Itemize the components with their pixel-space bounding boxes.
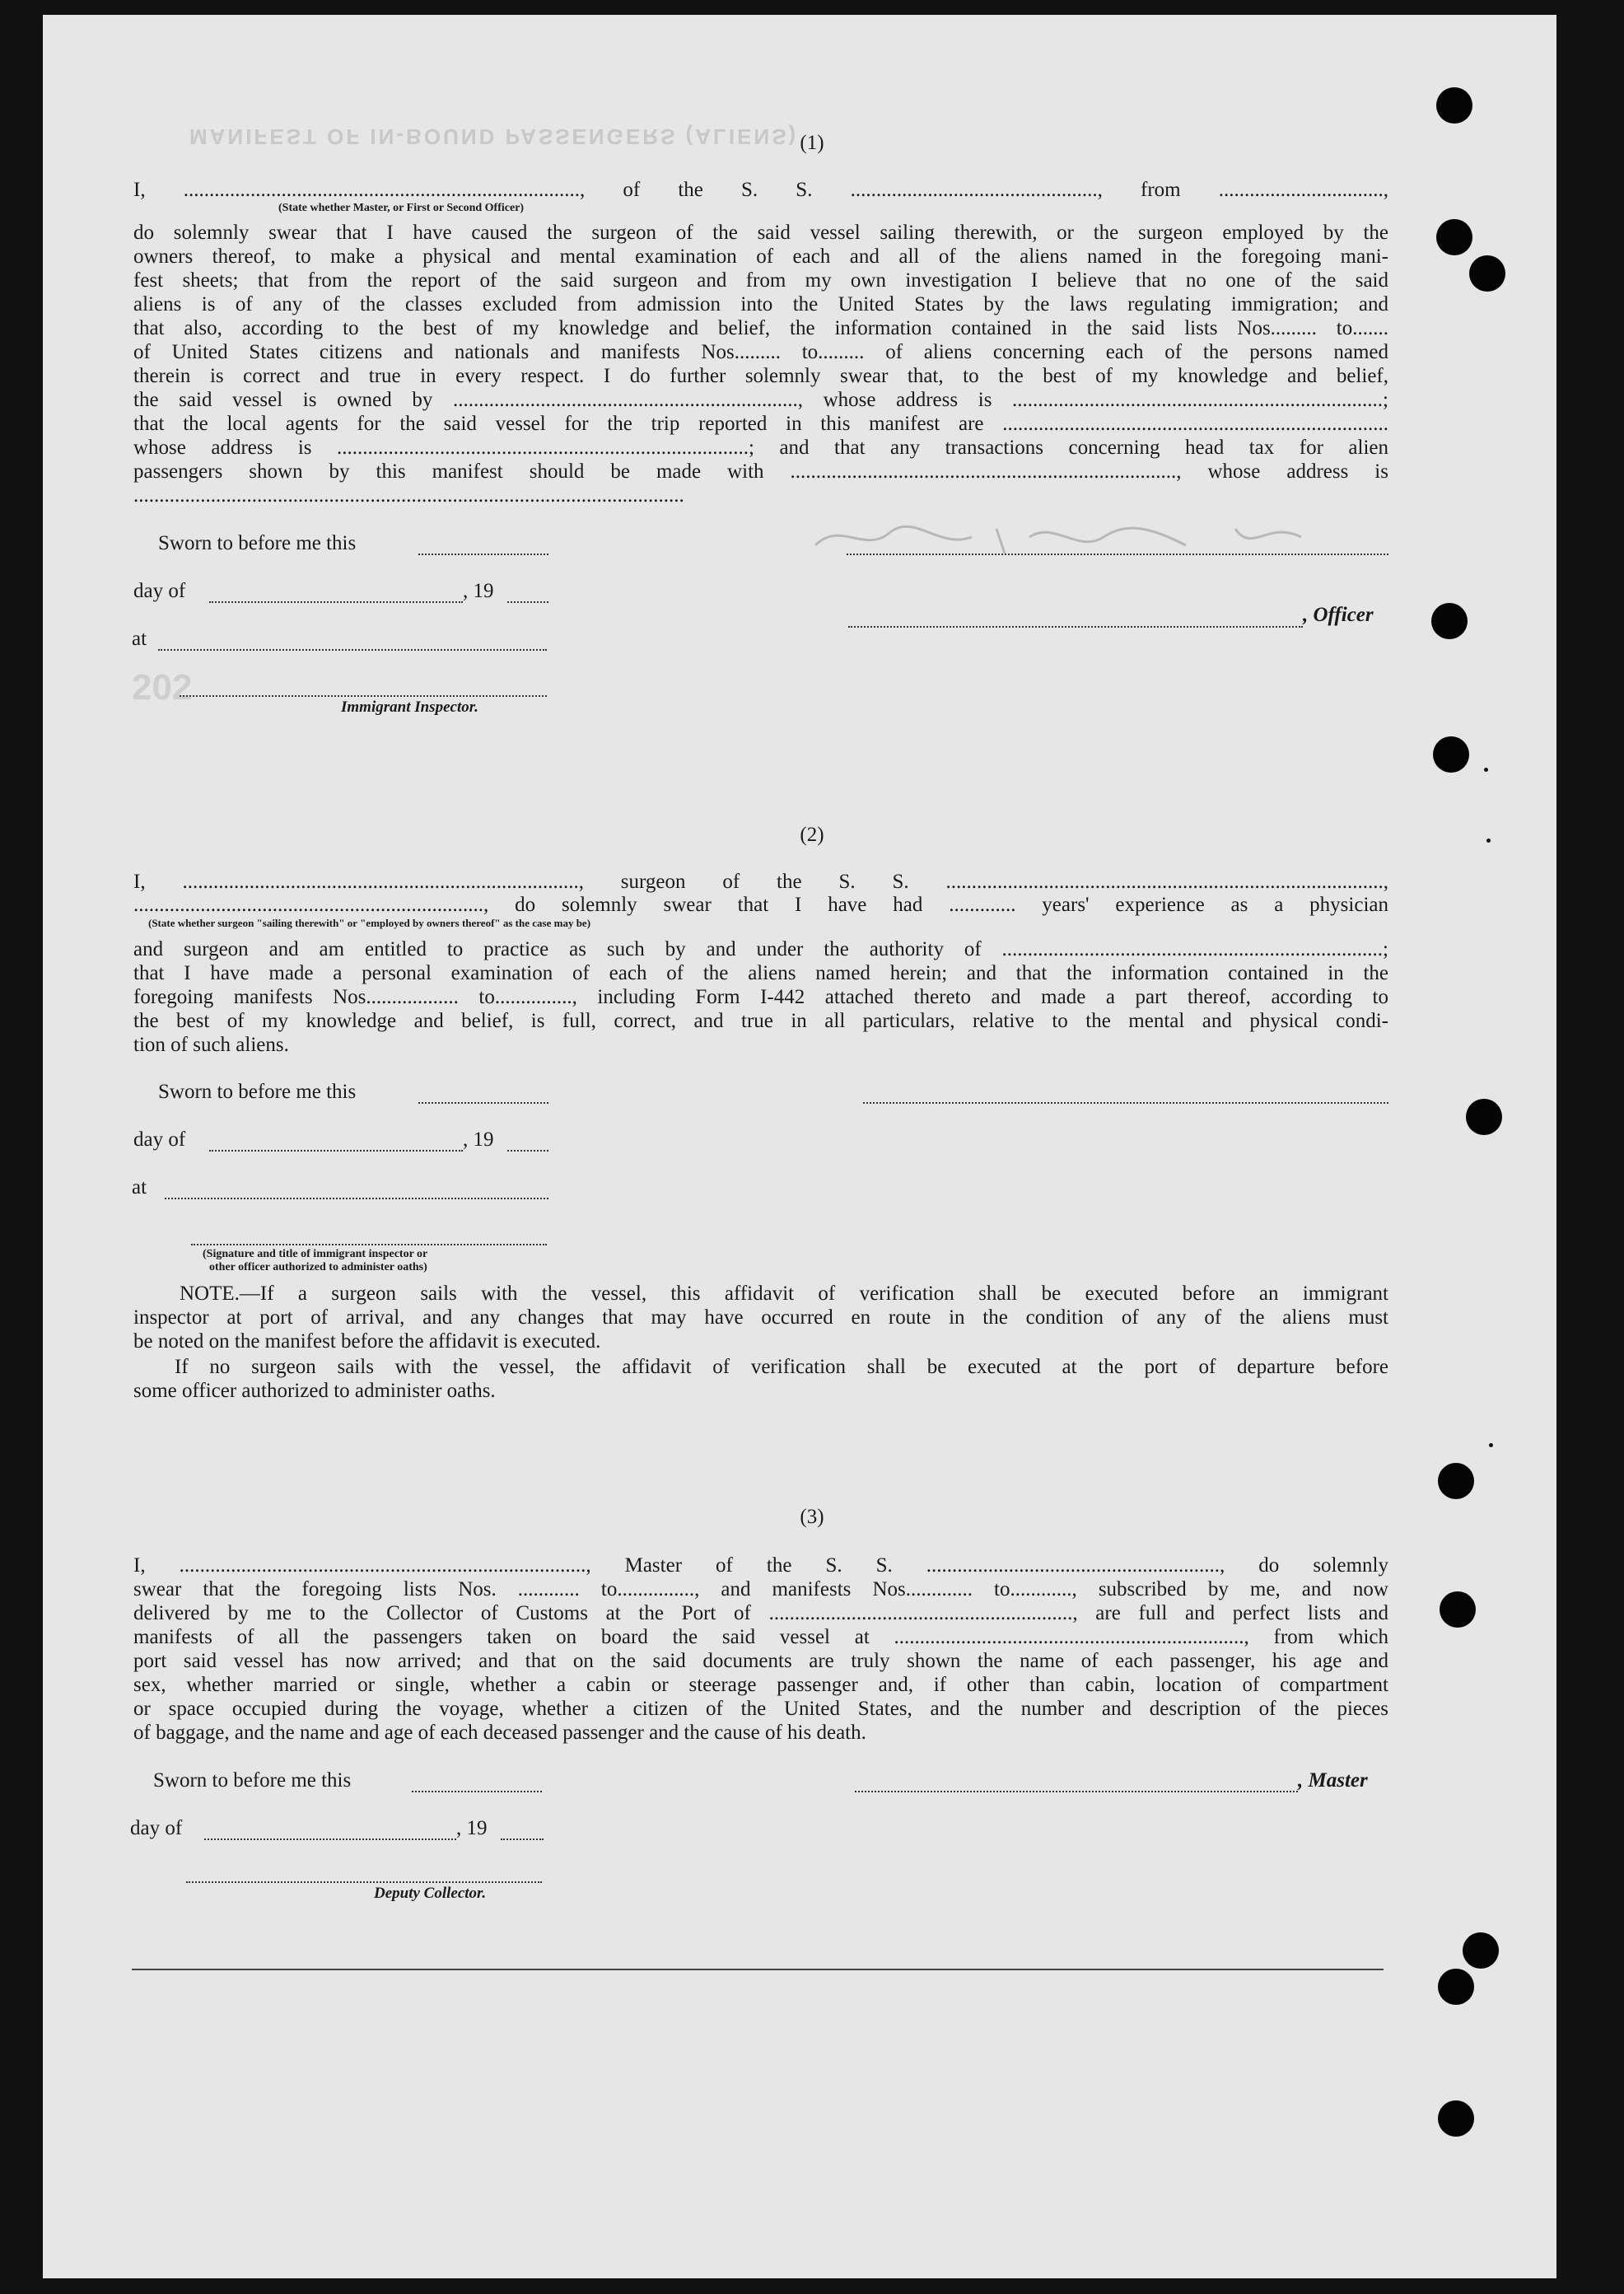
inspector-label: Immigrant Inspector. (341, 698, 478, 716)
section-2-year-line (507, 1150, 548, 1152)
section-2-at-line (165, 1198, 548, 1199)
punch-hole-9 (1463, 1932, 1499, 1969)
section-2-body-line: the best of my knowledge and belief, is full, correct, and true in all particulars, relative to the mental and physical condi- (133, 1010, 1388, 1032)
punch-hole-11 (1438, 2100, 1474, 2137)
section-1-body-line: passengers shown by this manifest should be made with ..........................................................................., whose address is (133, 460, 1388, 483)
section-2-at-label: at (132, 1176, 147, 1198)
section-2-sig-caption-2: other officer authorized to administer oaths) (209, 1261, 427, 1273)
section-1-day-line (209, 601, 463, 603)
section-1-number: (1) (800, 132, 824, 154)
section-3-body-line: port said vessel has now arrived; and that on the said documents are truly shown the name of each passenger, his age and (133, 1650, 1388, 1672)
punch-hole-3 (1469, 255, 1505, 292)
section-1-year-line (507, 601, 548, 603)
section-1-at-label: at (132, 628, 147, 650)
section-1-body-line: therein is correct and true in every respect. I do further solemnly swear that, to the best of my knowledge and belief, (133, 365, 1388, 387)
section-3-day-line (204, 1838, 456, 1840)
surgeon-signature-line (863, 1102, 1388, 1104)
officer-line (848, 626, 1303, 628)
section-1-at-line (158, 649, 547, 651)
section-2-sig-caption-1: (Signature and title of immigrant inspector or (203, 1248, 428, 1260)
section-2-signature-line (191, 1244, 547, 1245)
section-3-body-line: of baggage, and the name and age of each deceased passenger and the cause of his death. (133, 1722, 866, 1744)
inspector-signature-line (180, 695, 547, 697)
section-2-body-line: that I have made a personal examination of each of the aliens named herein; and that the information contained in the (133, 962, 1388, 984)
section-1-body-line: do solemnly swear that I have caused the surgeon of the said vessel sailing therewith, or the surgeon employed by the (133, 222, 1388, 244)
master-signature-line (855, 1791, 1298, 1792)
master-label: , Master (1298, 1769, 1368, 1792)
officer-label: , Officer (1303, 604, 1374, 626)
section-2-line-2: ...................................................................., do solemnly swear that I have had ............. years' experience as a physician (133, 894, 1388, 916)
section-1-body-line: aliens is of any of the classes excluded from admission into the United States by the laws regulating immigration; and (133, 293, 1388, 315)
section-3-year-line (501, 1838, 544, 1840)
section-1-caption: (State whether Master, or First or Second Officer) (278, 202, 525, 214)
section-2-sworn-label: Sworn to before me this (158, 1081, 357, 1103)
section-2-body-line: foregoing manifests Nos.................. to..............., including Form I-442 attached thereto and made a part thereof, according to (133, 986, 1388, 1008)
note-2-line: If no surgeon sails with the vessel, the affidavit of verification shall be executed at the port of departure before (175, 1356, 1388, 1378)
punch-hole-4 (1431, 603, 1468, 639)
section-2-year-label: , 19 (463, 1128, 494, 1151)
bleed-through-number: 202 (132, 667, 193, 708)
section-1-line-1: I, ............................................................................., of the S. S. ................................................, from ................................, (133, 179, 1388, 201)
section-1-body-line: of United States citizens and nationals and manifests Nos......... to......... of aliens concerning each of the persons named (133, 341, 1388, 363)
speck (1489, 1443, 1493, 1447)
punch-hole-1 (1436, 87, 1472, 124)
section-1-body-line: whose address is ................................................................................; and that any transactions concerning head tax for alien (133, 437, 1388, 459)
bleed-through-title: MANIFEST OF IN-BOUND PASSENGERS (ALIENS) (189, 124, 799, 149)
section-2-body-line: tion of such aliens. (133, 1034, 289, 1056)
section-2-day-line (209, 1150, 463, 1152)
punch-hole-6 (1466, 1099, 1502, 1135)
deputy-signature-line (186, 1881, 542, 1883)
punch-hole-5 (1433, 736, 1469, 773)
section-1-body-line: that the local agents for the said vessel for the trip reported in this manifest are ........................................................................... (133, 413, 1388, 435)
section-3-body-line: delivered by me to the Collector of Customs at the Port of ..........................................................., are full and perfect lists and (133, 1602, 1388, 1624)
punch-hole-10 (1438, 1969, 1474, 2005)
section-2-day-label: day of (133, 1128, 186, 1151)
officer-signature-line (847, 554, 1388, 555)
section-1-sworn-label: Sworn to before me this (158, 532, 357, 554)
section-2-number: (2) (800, 824, 824, 846)
speck (1484, 768, 1488, 772)
section-3-number: (3) (800, 1506, 824, 1528)
section-3-body-line: manifests of all the passengers taken on board the said vessel at ...................................................................., from which (133, 1626, 1388, 1648)
section-3-sworn-line (412, 1791, 542, 1792)
section-3-body-line: or space occupied during the voyage, whether a citizen of the United States, and the number and description of the pieces (133, 1698, 1388, 1720)
section-1-body-line: fest sheets; that from the report of the said surgeon and from my own investigation I believe that no one of the said (133, 269, 1388, 292)
note-line: inspector at port of arrival, and any changes that may have occurred en route in the condition of any of the aliens must (133, 1306, 1388, 1329)
section-2-line-1: I, ............................................................................., surgeon of the S. S. ....................................................................................., (133, 871, 1388, 893)
punch-hole-8 (1440, 1591, 1476, 1628)
note-line: NOTE.—If a surgeon sails with the vessel, this affidavit of verification shall be executed before an immigrant (180, 1282, 1388, 1305)
section-1-body-line: owners thereof, to make a physical and mental examination of each and all of the aliens named in the foregoing mani- (133, 245, 1388, 268)
section-1-body-line: ........................................................................................................... (133, 484, 684, 507)
section-1-sworn-line (418, 554, 548, 555)
section-2-body-line: and surgeon and am entitled to practice as such by and under the authority of ..........................................................................; (133, 938, 1388, 960)
section-3-year-label: , 19 (456, 1817, 488, 1839)
section-2-caption: (State whether surgeon "sailing therewith" or "employed by owners thereof" as the case may be) (148, 917, 591, 929)
punch-hole-7 (1438, 1463, 1474, 1499)
section-2-sworn-line (418, 1102, 548, 1104)
section-3-body-line: I, ..............................................................................., Master of the S. S. ........................................................., do solemnly (133, 1554, 1388, 1577)
punch-hole-2 (1436, 219, 1472, 255)
note-line: be noted on the manifest before the affidavit is executed. (133, 1330, 601, 1353)
section-3-body-line: swear that the foregoing lists Nos. ............ to..............., and manifests Nos............. to............, subscribed by me, and now (133, 1578, 1388, 1600)
deputy-label: Deputy Collector. (374, 1885, 487, 1902)
note-2-line: some officer authorized to administer oaths. (133, 1380, 496, 1402)
section-1-body-line: the said vessel is owned by ..................................................................., whose address is ........................................................................; (133, 389, 1388, 411)
section-1-day-label: day of (133, 580, 186, 602)
section-1-year-label: , 19 (463, 580, 494, 602)
bottom-rule (132, 1969, 1384, 1970)
section-1-body-line: that also, according to the best of my knowledge and belief, the information contained in the said lists Nos......... to....... (133, 317, 1388, 339)
section-3-day-label: day of (130, 1817, 183, 1839)
section-3-sworn-label: Sworn to before me this (153, 1769, 352, 1792)
section-3-body-line: sex, whether married or single, whether a cabin or steerage passenger and, if other than cabin, location of compartment (133, 1674, 1388, 1696)
